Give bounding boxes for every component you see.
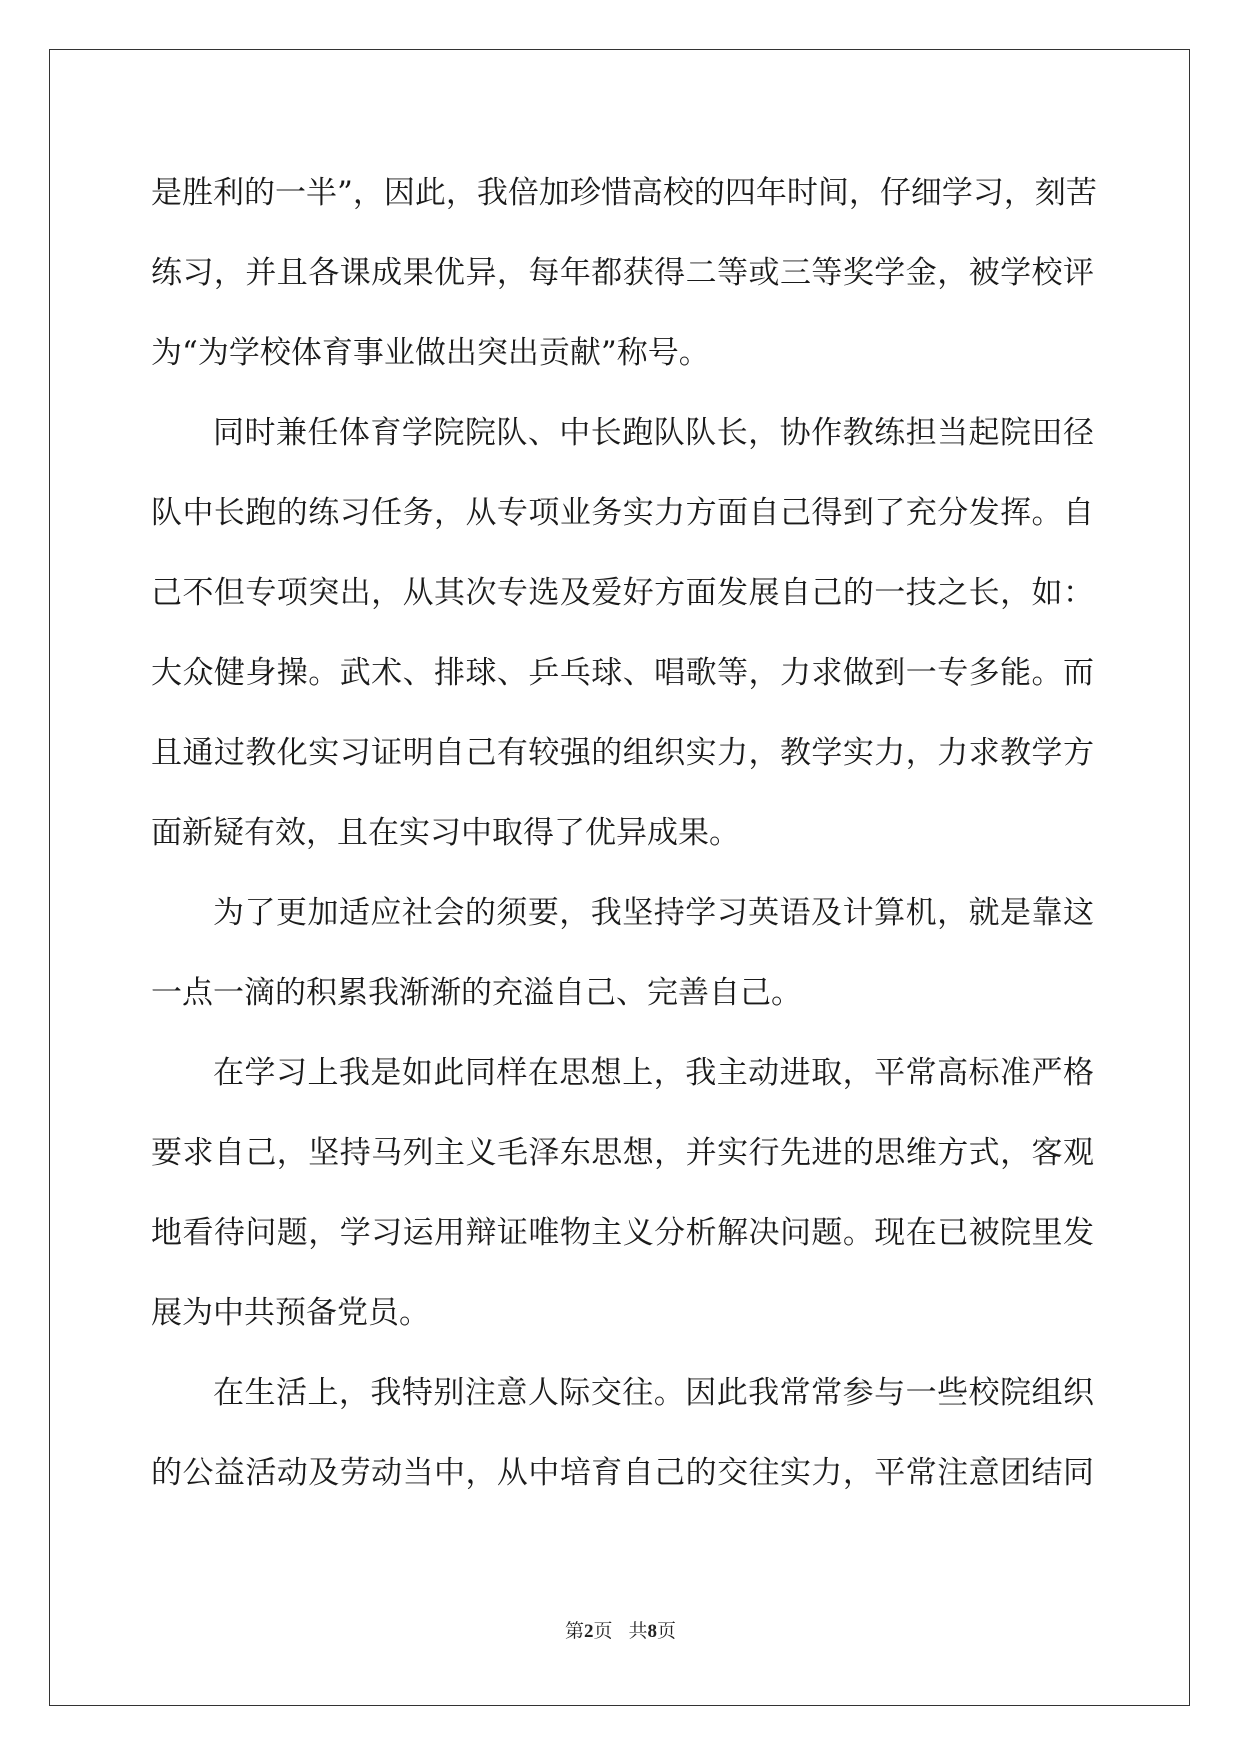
body-line: 且通过教化实习证明自己有较强的组织实力，教学实力，力求教学方 <box>151 735 1094 771</box>
total-label-prefix: 共 <box>628 1620 648 1642</box>
page-label-prefix: 第 <box>564 1620 584 1642</box>
body-line: 己不但专项突出，从其次专选及爱好方面发展自己的一技之长，如： <box>151 575 1094 611</box>
document-body <box>151 153 1097 1513</box>
page-label-suffix: 页 <box>593 1620 613 1642</box>
body-line: 队中长跑的练习任务，从专项业务实力方面自己得到了充分发挥。自 <box>151 495 1094 531</box>
body-line: 展为中共预备党员。 <box>151 1295 430 1331</box>
body-line: 要求自己，坚持马列主义毛泽东思想，并实行先进的思维方式，客观 <box>151 1135 1094 1171</box>
paragraph-first-line: 为了更加适应社会的须要，我坚持学习英语及计算机，就是靠这 <box>213 895 1094 931</box>
body-line: 练习，并且各课成果优异，每年都获得二等或三等奖学金，被学校评 <box>151 255 1094 291</box>
total-label-suffix: 页 <box>657 1620 677 1642</box>
current-page-number: 2 <box>583 1621 594 1642</box>
paragraph-first-line: 同时兼任体育学院院队、中长跑队队长，协作教练担当起院田径 <box>213 415 1094 451</box>
page-footer <box>0 1619 1241 1644</box>
paragraph-first-line: 在学习上我是如此同样在思想上，我主动进取，平常高标准严格 <box>213 1055 1094 1091</box>
body-line: 面新疑有效，且在实习中取得了优异成果。 <box>151 815 740 851</box>
body-line: 的公益活动及劳动当中，从中培育自己的交往实力，平常注意团结同 <box>151 1455 1094 1491</box>
body-line: 地看待问题，学习运用辩证唯物主义分析解决问题。现在已被院里发 <box>151 1215 1094 1251</box>
total-page-number: 8 <box>647 1621 658 1642</box>
body-line: 是胜利的一半”，因此，我倍加珍惜高校的四年时间，仔细学习，刻苦 <box>151 175 1097 211</box>
body-line: 大众健身操。武术、排球、乒乓球、唱歌等，力求做到一专多能。而 <box>151 655 1094 691</box>
body-line: 为“为学校体育事业做出突出贡献”称号。 <box>151 335 710 371</box>
paragraph-first-line: 在生活上，我特别注意人际交往。因此我常常参与一些校院组织 <box>213 1375 1094 1411</box>
body-line: 一点一滴的积累我渐渐的充溢自己、完善自己。 <box>151 975 802 1011</box>
